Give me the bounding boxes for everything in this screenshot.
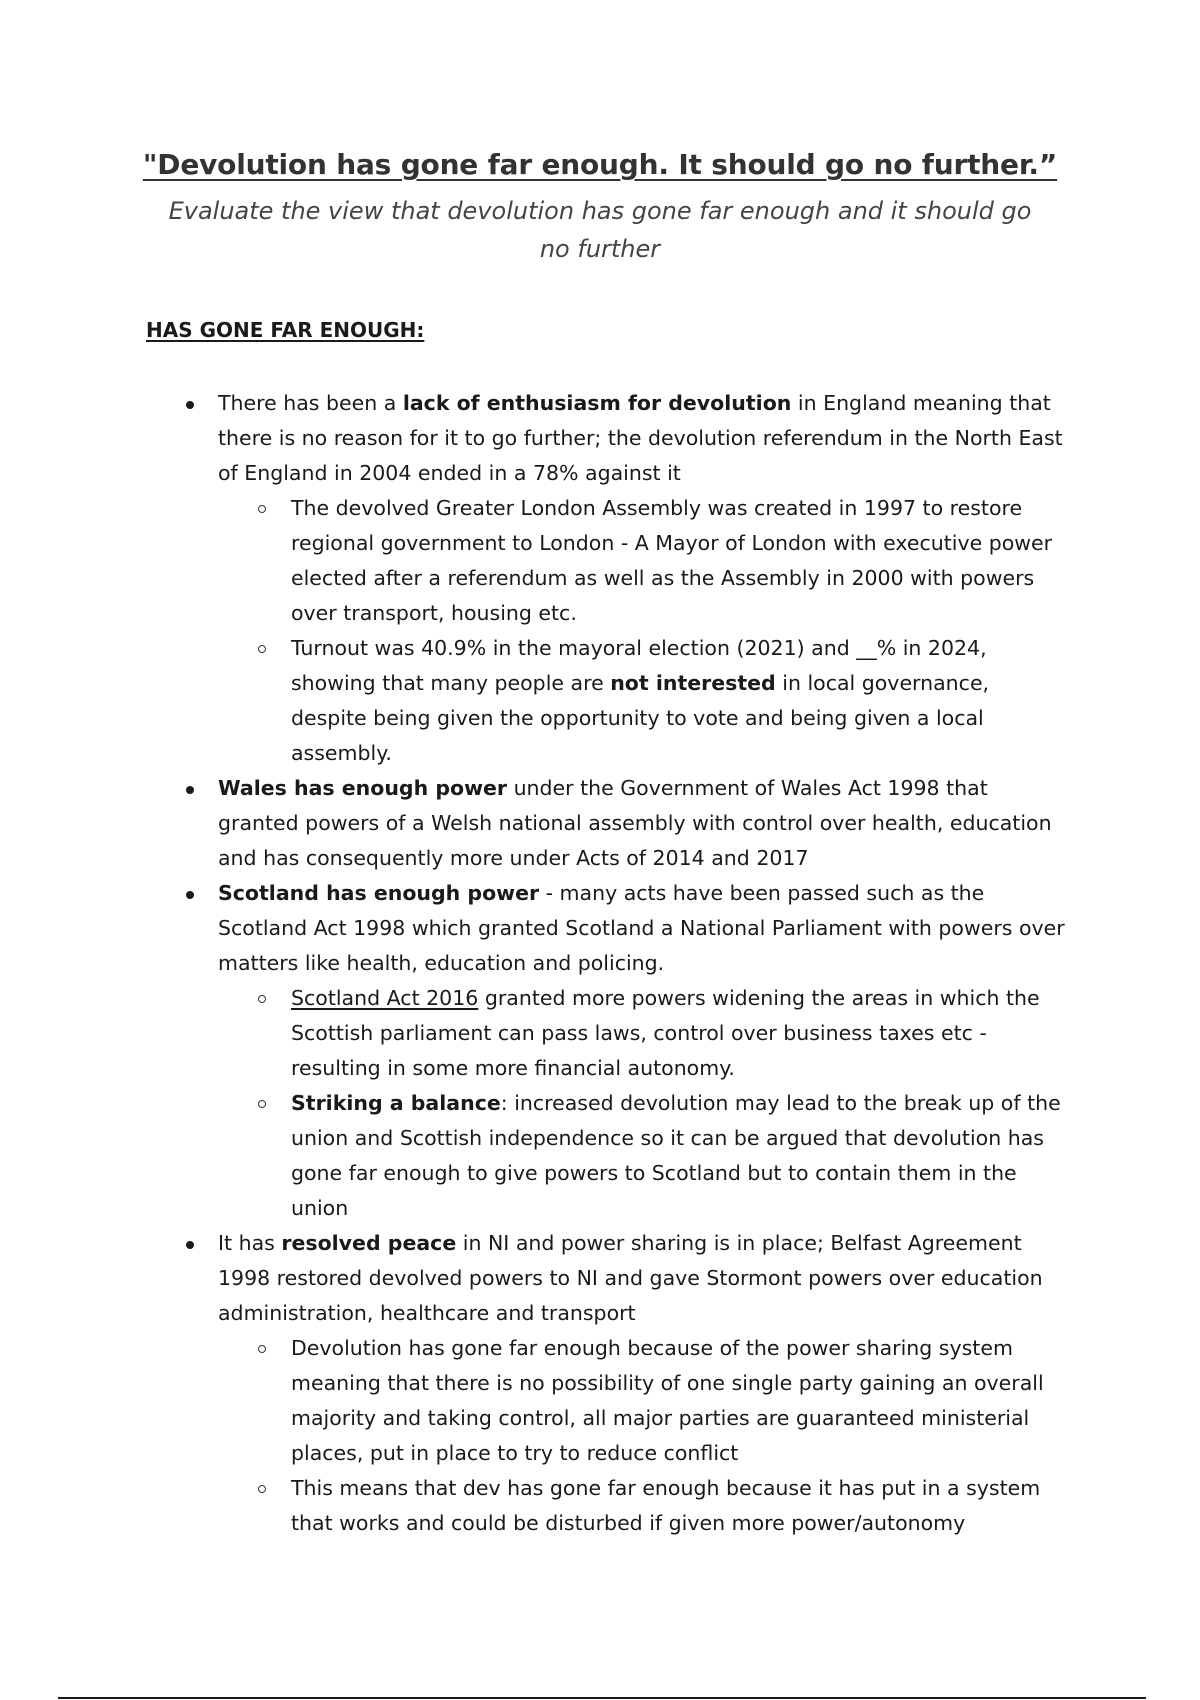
subpoint-power-sharing: Devolution has gone far enough because of the power sharing system meaning that there is no possibility of one single party gaining an overall majority and taking control, all major parties are guaranteed ministerial places, put in place to try to reduce conflict [291,1331,1066,1471]
point-scotland: Scotland has enough power - many acts have been passed such as the Scotland Act 1998 which granted Scotland a National Parliament with powers over matters like health, education and policing. Scotland Act 2016 granted more powers widening the areas in which the Scottish parliament can pass laws, control over business taxes etc - resulting in some more financial autonomy. Striking a balance: increased devolution may lead to the break up of the union and Scottish independence so it can be argued that devolution has gone far enough to give powers to Scotland but to contain them in the union [218,876,1068,1226]
subpoint-scotland-act-2016: Scotland Act 2016 granted more powers widening the areas in which the Scottish parliament can pass laws, control over business taxes etc - resulting in some more financial autonomy. [291,981,1066,1086]
points-list [0,386,1200,1541]
bullet-icon [186,401,194,409]
point-wales: Wales has enough power under the Government of Wales Act 1998 that granted powers of a Welsh national assembly with control over health, education and has consequently more under Acts of 2014 and 2017 [218,771,1068,876]
bullet-icon [186,1241,194,1249]
hollow-bullet-icon [258,645,266,653]
bullet-icon [186,891,194,899]
hollow-bullet-icon [258,1485,266,1493]
bold-phrase: lack of enthusiasm for devolution [402,391,792,415]
hollow-bullet-icon [258,1100,266,1108]
bold-phrase: Scotland has enough power [218,881,540,905]
document-title: "Devolution has gone far enough. It should go no further.” [142,148,1058,181]
bold-phrase: resolved peace [281,1231,457,1255]
subpoint-striking-balance: Striking a balance: increased devolution may lead to the break up of the union and Scottish independence so it can be argued that devolution has gone far enough to give powers to Scotland but to contain them in the union [291,1086,1066,1226]
hollow-bullet-icon [258,1345,266,1353]
subpoint-turnout: Turnout was 40.9% in the mayoral election (2021) and __% in 2024, showing that many people are not interested in local governance, despite being given the opportunity to vote and being given a local assembly. [291,631,1066,771]
bold-phrase: Wales has enough power [218,776,508,800]
essay-question: Evaluate the view that devolution has gone far enough and it should go no further [168,197,1032,263]
point-enthusiasm: There has been a lack of enthusiasm for devolution in England meaning that there is no reason for it to go further; the devolution referendum in the North East of England in 2004 ended in a 78% against it The devolved Greater London Assembly was created in 1997 to restore regional government to London - A Mayor of London with executive power elected after a referendum as well as the Assembly in 2000 with powers over transport, housing etc. Turnout was 40.9% in the mayoral election (2021) and __% in 2024, showing that many people are not interested in local governance, despite being given the opportunity to vote and being given a local assembly. [218,386,1068,771]
subpoint-system-works: This means that dev has gone far enough because it has put in a system that works and could be disturbed if given more power/autonomy [291,1471,1066,1541]
point-northern-ireland: It has resolved peace in NI and power sharing is in place; Belfast Agreement 1998 restored devolved powers to NI and gave Stormont powers over education administration, healthcare and transport Devolution has gone far enough because of the power sharing system meaning that there is no possibility of one single party gaining an overall majority and taking control, all major parties are guaranteed ministerial places, put in place to try to reduce conflict This means that dev has gone far enough because it has put in a system that works and could be disturbed if given more power/autonomy [218,1226,1068,1541]
footer-divider [58,1697,1146,1699]
hollow-bullet-icon [258,505,266,513]
bullet-icon [186,786,194,794]
hollow-bullet-icon [258,995,266,1003]
bold-phrase: Striking a balance [291,1091,501,1115]
section-heading: HAS GONE FAR ENOUGH: [146,318,425,342]
underlined-phrase: Scotland Act 2016 [291,986,479,1010]
bold-phrase: not interested [610,671,776,695]
subpoint-london-assembly: The devolved Greater London Assembly was created in 1997 to restore regional government to London - A Mayor of London with executive power elected after a referendum as well as the Assembly in 2000 with powers over transport, housing etc. [291,491,1066,631]
